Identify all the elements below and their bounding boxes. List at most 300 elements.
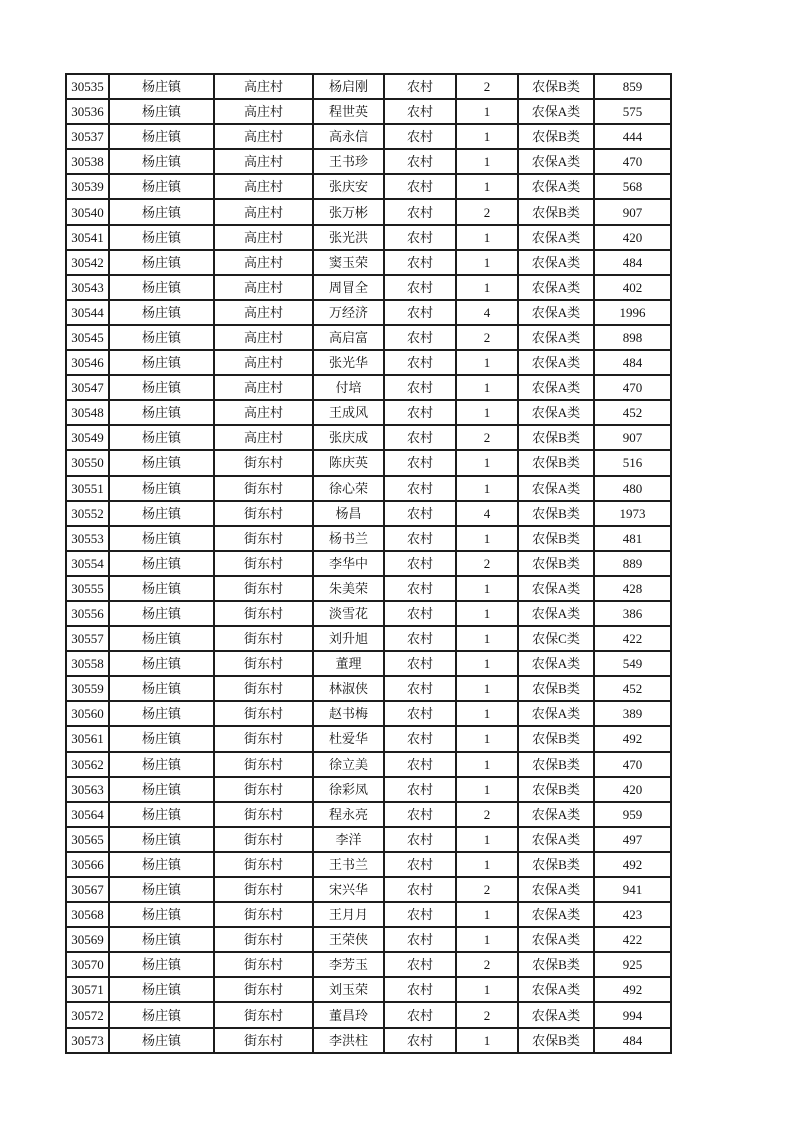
cell-town: 杨庄镇 xyxy=(109,726,214,751)
cell-person-count: 2 xyxy=(456,1002,518,1027)
cell-amount: 420 xyxy=(594,225,671,250)
cell-person-name: 赵书梅 xyxy=(313,701,384,726)
cell-record-id: 30563 xyxy=(66,777,109,802)
cell-record-id: 30568 xyxy=(66,902,109,927)
cell-insurance-category: 农保A类 xyxy=(518,400,594,425)
cell-amount: 484 xyxy=(594,250,671,275)
table-row xyxy=(66,576,671,601)
cell-residence-type: 农村 xyxy=(384,325,456,350)
table-row xyxy=(66,526,671,551)
cell-residence-type: 农村 xyxy=(384,1028,456,1053)
table-row xyxy=(66,601,671,626)
cell-person-count: 4 xyxy=(456,300,518,325)
cell-person-count: 1 xyxy=(456,601,518,626)
cell-village: 街东村 xyxy=(214,1002,313,1027)
cell-residence-type: 农村 xyxy=(384,752,456,777)
cell-record-id: 30572 xyxy=(66,1002,109,1027)
cell-record-id: 30553 xyxy=(66,526,109,551)
cell-residence-type: 农村 xyxy=(384,777,456,802)
cell-amount: 492 xyxy=(594,977,671,1002)
cell-record-id: 30546 xyxy=(66,350,109,375)
table-row xyxy=(66,852,671,877)
cell-record-id: 30555 xyxy=(66,576,109,601)
cell-record-id: 30565 xyxy=(66,827,109,852)
cell-residence-type: 农村 xyxy=(384,1002,456,1027)
cell-insurance-category: 农保A类 xyxy=(518,325,594,350)
cell-record-id: 30542 xyxy=(66,250,109,275)
cell-person-count: 1 xyxy=(456,225,518,250)
cell-person-name: 杨启刚 xyxy=(313,74,384,99)
cell-insurance-category: 农保A类 xyxy=(518,275,594,300)
cell-amount: 389 xyxy=(594,701,671,726)
table-row xyxy=(66,977,671,1002)
cell-person-name: 徐彩凤 xyxy=(313,777,384,802)
cell-record-id: 30567 xyxy=(66,877,109,902)
cell-residence-type: 农村 xyxy=(384,275,456,300)
cell-person-name: 付培 xyxy=(313,375,384,400)
table-row xyxy=(66,275,671,300)
cell-town: 杨庄镇 xyxy=(109,300,214,325)
table-row xyxy=(66,225,671,250)
table-row xyxy=(66,375,671,400)
cell-person-count: 1 xyxy=(456,275,518,300)
cell-insurance-category: 农保A类 xyxy=(518,99,594,124)
cell-person-count: 1 xyxy=(456,752,518,777)
cell-residence-type: 农村 xyxy=(384,300,456,325)
table-row xyxy=(66,250,671,275)
table-row xyxy=(66,877,671,902)
cell-amount: 497 xyxy=(594,827,671,852)
cell-person-name: 李芳玉 xyxy=(313,952,384,977)
cell-amount: 480 xyxy=(594,476,671,501)
cell-amount: 889 xyxy=(594,551,671,576)
table-row xyxy=(66,174,671,199)
cell-person-count: 2 xyxy=(456,425,518,450)
cell-town: 杨庄镇 xyxy=(109,501,214,526)
cell-residence-type: 农村 xyxy=(384,977,456,1002)
cell-person-count: 1 xyxy=(456,902,518,927)
cell-town: 杨庄镇 xyxy=(109,551,214,576)
cell-town: 杨庄镇 xyxy=(109,977,214,1002)
cell-village: 高庄村 xyxy=(214,400,313,425)
cell-person-name: 杨书兰 xyxy=(313,526,384,551)
cell-record-id: 30558 xyxy=(66,651,109,676)
cell-village: 街东村 xyxy=(214,1028,313,1053)
table-row xyxy=(66,1028,671,1053)
cell-person-name: 王书珍 xyxy=(313,149,384,174)
cell-town: 杨庄镇 xyxy=(109,174,214,199)
cell-person-name: 徐心荣 xyxy=(313,476,384,501)
cell-amount: 481 xyxy=(594,526,671,551)
cell-person-count: 2 xyxy=(456,551,518,576)
cell-residence-type: 农村 xyxy=(384,400,456,425)
cell-person-count: 2 xyxy=(456,802,518,827)
cell-person-count: 4 xyxy=(456,501,518,526)
cell-amount: 428 xyxy=(594,576,671,601)
cell-insurance-category: 农保A类 xyxy=(518,877,594,902)
cell-village: 街东村 xyxy=(214,476,313,501)
cell-amount: 422 xyxy=(594,927,671,952)
cell-village: 街东村 xyxy=(214,626,313,651)
table-row xyxy=(66,199,671,224)
cell-residence-type: 农村 xyxy=(384,350,456,375)
cell-town: 杨庄镇 xyxy=(109,350,214,375)
cell-village: 街东村 xyxy=(214,852,313,877)
table-row xyxy=(66,300,671,325)
cell-residence-type: 农村 xyxy=(384,124,456,149)
cell-town: 杨庄镇 xyxy=(109,852,214,877)
cell-town: 杨庄镇 xyxy=(109,149,214,174)
cell-amount: 444 xyxy=(594,124,671,149)
table-row xyxy=(66,676,671,701)
cell-person-count: 1 xyxy=(456,701,518,726)
cell-village: 街东村 xyxy=(214,827,313,852)
cell-insurance-category: 农保B类 xyxy=(518,752,594,777)
cell-person-count: 1 xyxy=(456,852,518,877)
cell-insurance-category: 农保B类 xyxy=(518,676,594,701)
cell-town: 杨庄镇 xyxy=(109,1002,214,1027)
cell-village: 街东村 xyxy=(214,902,313,927)
cell-residence-type: 农村 xyxy=(384,501,456,526)
cell-person-name: 王月月 xyxy=(313,902,384,927)
table-row xyxy=(66,827,671,852)
cell-record-id: 30548 xyxy=(66,400,109,425)
cell-village: 高庄村 xyxy=(214,325,313,350)
cell-town: 杨庄镇 xyxy=(109,225,214,250)
cell-person-count: 1 xyxy=(456,99,518,124)
cell-person-count: 1 xyxy=(456,450,518,475)
cell-record-id: 30559 xyxy=(66,676,109,701)
cell-village: 高庄村 xyxy=(214,99,313,124)
cell-town: 杨庄镇 xyxy=(109,74,214,99)
cell-town: 杨庄镇 xyxy=(109,777,214,802)
cell-insurance-category: 农保A类 xyxy=(518,827,594,852)
cell-village: 街东村 xyxy=(214,651,313,676)
cell-insurance-category: 农保A类 xyxy=(518,149,594,174)
cell-person-count: 1 xyxy=(456,827,518,852)
table-row xyxy=(66,74,671,99)
cell-residence-type: 农村 xyxy=(384,149,456,174)
cell-town: 杨庄镇 xyxy=(109,952,214,977)
cell-insurance-category: 农保A类 xyxy=(518,174,594,199)
cell-person-count: 1 xyxy=(456,375,518,400)
cell-person-name: 张万彬 xyxy=(313,199,384,224)
cell-town: 杨庄镇 xyxy=(109,752,214,777)
table-row xyxy=(66,124,671,149)
cell-insurance-category: 农保A类 xyxy=(518,300,594,325)
cell-person-name: 杜爱华 xyxy=(313,726,384,751)
cell-person-count: 1 xyxy=(456,526,518,551)
cell-town: 杨庄镇 xyxy=(109,450,214,475)
cell-residence-type: 农村 xyxy=(384,199,456,224)
cell-record-id: 30537 xyxy=(66,124,109,149)
cell-record-id: 30543 xyxy=(66,275,109,300)
cell-residence-type: 农村 xyxy=(384,626,456,651)
cell-village: 街东村 xyxy=(214,777,313,802)
cell-village: 街东村 xyxy=(214,752,313,777)
cell-record-id: 30545 xyxy=(66,325,109,350)
cell-insurance-category: 农保A类 xyxy=(518,701,594,726)
cell-amount: 492 xyxy=(594,852,671,877)
table-row xyxy=(66,551,671,576)
cell-residence-type: 农村 xyxy=(384,450,456,475)
cell-amount: 423 xyxy=(594,902,671,927)
table-row xyxy=(66,701,671,726)
cell-insurance-category: 农保B类 xyxy=(518,199,594,224)
cell-amount: 470 xyxy=(594,752,671,777)
cell-person-name: 刘升旭 xyxy=(313,626,384,651)
cell-person-count: 1 xyxy=(456,626,518,651)
cell-person-name: 高启富 xyxy=(313,325,384,350)
cell-village: 街东村 xyxy=(214,676,313,701)
cell-town: 杨庄镇 xyxy=(109,124,214,149)
cell-record-id: 30549 xyxy=(66,425,109,450)
cell-village: 街东村 xyxy=(214,551,313,576)
cell-person-count: 1 xyxy=(456,977,518,1002)
cell-village: 街东村 xyxy=(214,977,313,1002)
cell-town: 杨庄镇 xyxy=(109,476,214,501)
cell-residence-type: 农村 xyxy=(384,576,456,601)
cell-person-name: 窦玉荣 xyxy=(313,250,384,275)
table-row xyxy=(66,651,671,676)
cell-person-name: 朱美荣 xyxy=(313,576,384,601)
cell-record-id: 30569 xyxy=(66,927,109,952)
table-row xyxy=(66,149,671,174)
table-row xyxy=(66,425,671,450)
cell-town: 杨庄镇 xyxy=(109,526,214,551)
cell-residence-type: 农村 xyxy=(384,701,456,726)
cell-amount: 994 xyxy=(594,1002,671,1027)
cell-record-id: 30544 xyxy=(66,300,109,325)
cell-residence-type: 农村 xyxy=(384,99,456,124)
cell-village: 高庄村 xyxy=(214,124,313,149)
cell-village: 高庄村 xyxy=(214,199,313,224)
cell-village: 高庄村 xyxy=(214,174,313,199)
cell-residence-type: 农村 xyxy=(384,852,456,877)
cell-amount: 925 xyxy=(594,952,671,977)
cell-residence-type: 农村 xyxy=(384,425,456,450)
cell-town: 杨庄镇 xyxy=(109,802,214,827)
cell-person-count: 2 xyxy=(456,952,518,977)
cell-town: 杨庄镇 xyxy=(109,576,214,601)
cell-town: 杨庄镇 xyxy=(109,626,214,651)
cell-record-id: 30562 xyxy=(66,752,109,777)
cell-insurance-category: 农保B类 xyxy=(518,1028,594,1053)
table-row xyxy=(66,501,671,526)
cell-village: 街东村 xyxy=(214,802,313,827)
cell-amount: 907 xyxy=(594,199,671,224)
cell-person-count: 1 xyxy=(456,576,518,601)
cell-insurance-category: 农保B类 xyxy=(518,526,594,551)
cell-village: 高庄村 xyxy=(214,425,313,450)
cell-insurance-category: 农保A类 xyxy=(518,977,594,1002)
cell-record-id: 30538 xyxy=(66,149,109,174)
cell-record-id: 30552 xyxy=(66,501,109,526)
cell-amount: 907 xyxy=(594,425,671,450)
cell-record-id: 30539 xyxy=(66,174,109,199)
cell-town: 杨庄镇 xyxy=(109,676,214,701)
cell-village: 街东村 xyxy=(214,927,313,952)
cell-person-name: 杨昌 xyxy=(313,501,384,526)
cell-town: 杨庄镇 xyxy=(109,651,214,676)
cell-person-name: 董理 xyxy=(313,651,384,676)
cell-residence-type: 农村 xyxy=(384,551,456,576)
cell-town: 杨庄镇 xyxy=(109,425,214,450)
cell-village: 街东村 xyxy=(214,726,313,751)
cell-amount: 516 xyxy=(594,450,671,475)
cell-person-count: 1 xyxy=(456,777,518,802)
cell-person-count: 2 xyxy=(456,877,518,902)
cell-insurance-category: 农保B类 xyxy=(518,425,594,450)
cell-amount: 470 xyxy=(594,375,671,400)
cell-person-name: 徐立美 xyxy=(313,752,384,777)
table-row xyxy=(66,476,671,501)
cell-village: 高庄村 xyxy=(214,300,313,325)
cell-person-name: 张庆成 xyxy=(313,425,384,450)
cell-person-count: 1 xyxy=(456,174,518,199)
cell-person-name: 刘玉荣 xyxy=(313,977,384,1002)
cell-village: 街东村 xyxy=(214,576,313,601)
cell-person-count: 1 xyxy=(456,726,518,751)
cell-village: 高庄村 xyxy=(214,149,313,174)
cell-record-id: 30554 xyxy=(66,551,109,576)
cell-person-name: 张光洪 xyxy=(313,225,384,250)
cell-residence-type: 农村 xyxy=(384,877,456,902)
cell-town: 杨庄镇 xyxy=(109,902,214,927)
cell-insurance-category: 农保A类 xyxy=(518,1002,594,1027)
cell-person-name: 周冒全 xyxy=(313,275,384,300)
cell-amount: 420 xyxy=(594,777,671,802)
cell-person-name: 淡雪花 xyxy=(313,601,384,626)
cell-village: 高庄村 xyxy=(214,350,313,375)
cell-town: 杨庄镇 xyxy=(109,275,214,300)
cell-village: 高庄村 xyxy=(214,225,313,250)
cell-town: 杨庄镇 xyxy=(109,400,214,425)
cell-person-count: 2 xyxy=(456,74,518,99)
cell-amount: 549 xyxy=(594,651,671,676)
cell-residence-type: 农村 xyxy=(384,927,456,952)
cell-person-name: 李华中 xyxy=(313,551,384,576)
cell-record-id: 30560 xyxy=(66,701,109,726)
table-row xyxy=(66,626,671,651)
cell-village: 街东村 xyxy=(214,450,313,475)
table-row xyxy=(66,325,671,350)
cell-insurance-category: 农保A类 xyxy=(518,927,594,952)
table-body xyxy=(66,74,671,1053)
cell-town: 杨庄镇 xyxy=(109,827,214,852)
cell-amount: 452 xyxy=(594,676,671,701)
cell-person-count: 1 xyxy=(456,651,518,676)
cell-insurance-category: 农保A类 xyxy=(518,225,594,250)
cell-record-id: 30547 xyxy=(66,375,109,400)
cell-amount: 484 xyxy=(594,350,671,375)
cell-person-name: 董昌玲 xyxy=(313,1002,384,1027)
cell-insurance-category: 农保A类 xyxy=(518,350,594,375)
table-row xyxy=(66,777,671,802)
records-table xyxy=(65,73,672,1054)
cell-town: 杨庄镇 xyxy=(109,325,214,350)
cell-insurance-category: 农保B类 xyxy=(518,952,594,977)
cell-insurance-category: 农保A类 xyxy=(518,601,594,626)
cell-person-name: 林淑侠 xyxy=(313,676,384,701)
cell-person-name: 王书兰 xyxy=(313,852,384,877)
cell-insurance-category: 农保B类 xyxy=(518,852,594,877)
cell-insurance-category: 农保B类 xyxy=(518,124,594,149)
cell-town: 杨庄镇 xyxy=(109,877,214,902)
cell-person-count: 1 xyxy=(456,476,518,501)
cell-insurance-category: 农保A类 xyxy=(518,651,594,676)
cell-village: 街东村 xyxy=(214,601,313,626)
cell-amount: 941 xyxy=(594,877,671,902)
cell-residence-type: 农村 xyxy=(384,476,456,501)
table-row xyxy=(66,952,671,977)
cell-town: 杨庄镇 xyxy=(109,99,214,124)
cell-insurance-category: 农保A类 xyxy=(518,250,594,275)
cell-amount: 898 xyxy=(594,325,671,350)
cell-record-id: 30541 xyxy=(66,225,109,250)
cell-amount: 1996 xyxy=(594,300,671,325)
cell-person-name: 李洪柱 xyxy=(313,1028,384,1053)
table-row xyxy=(66,902,671,927)
cell-person-count: 1 xyxy=(456,350,518,375)
cell-person-count: 1 xyxy=(456,124,518,149)
cell-town: 杨庄镇 xyxy=(109,250,214,275)
cell-person-name: 宋兴华 xyxy=(313,877,384,902)
cell-insurance-category: 农保A类 xyxy=(518,802,594,827)
cell-person-count: 1 xyxy=(456,250,518,275)
cell-record-id: 30561 xyxy=(66,726,109,751)
cell-village: 街东村 xyxy=(214,501,313,526)
cell-amount: 1973 xyxy=(594,501,671,526)
cell-residence-type: 农村 xyxy=(384,601,456,626)
cell-record-id: 30571 xyxy=(66,977,109,1002)
cell-residence-type: 农村 xyxy=(384,902,456,927)
cell-amount: 422 xyxy=(594,626,671,651)
cell-town: 杨庄镇 xyxy=(109,701,214,726)
cell-person-name: 程永亮 xyxy=(313,802,384,827)
cell-amount: 575 xyxy=(594,99,671,124)
cell-residence-type: 农村 xyxy=(384,250,456,275)
cell-record-id: 30540 xyxy=(66,199,109,224)
table-row xyxy=(66,802,671,827)
cell-insurance-category: 农保C类 xyxy=(518,626,594,651)
cell-residence-type: 农村 xyxy=(384,526,456,551)
cell-village: 街东村 xyxy=(214,952,313,977)
cell-insurance-category: 农保A类 xyxy=(518,476,594,501)
cell-town: 杨庄镇 xyxy=(109,927,214,952)
cell-residence-type: 农村 xyxy=(384,952,456,977)
cell-insurance-category: 农保A类 xyxy=(518,902,594,927)
table-row xyxy=(66,450,671,475)
cell-record-id: 30551 xyxy=(66,476,109,501)
cell-person-count: 1 xyxy=(456,927,518,952)
cell-village: 街东村 xyxy=(214,526,313,551)
cell-amount: 452 xyxy=(594,400,671,425)
cell-person-count: 2 xyxy=(456,325,518,350)
cell-insurance-category: 农保B类 xyxy=(518,450,594,475)
cell-record-id: 30557 xyxy=(66,626,109,651)
cell-village: 高庄村 xyxy=(214,250,313,275)
table-row xyxy=(66,400,671,425)
cell-amount: 470 xyxy=(594,149,671,174)
cell-town: 杨庄镇 xyxy=(109,1028,214,1053)
cell-person-count: 2 xyxy=(456,199,518,224)
cell-amount: 959 xyxy=(594,802,671,827)
cell-village: 高庄村 xyxy=(214,275,313,300)
cell-residence-type: 农村 xyxy=(384,225,456,250)
cell-record-id: 30570 xyxy=(66,952,109,977)
cell-insurance-category: 农保A类 xyxy=(518,375,594,400)
